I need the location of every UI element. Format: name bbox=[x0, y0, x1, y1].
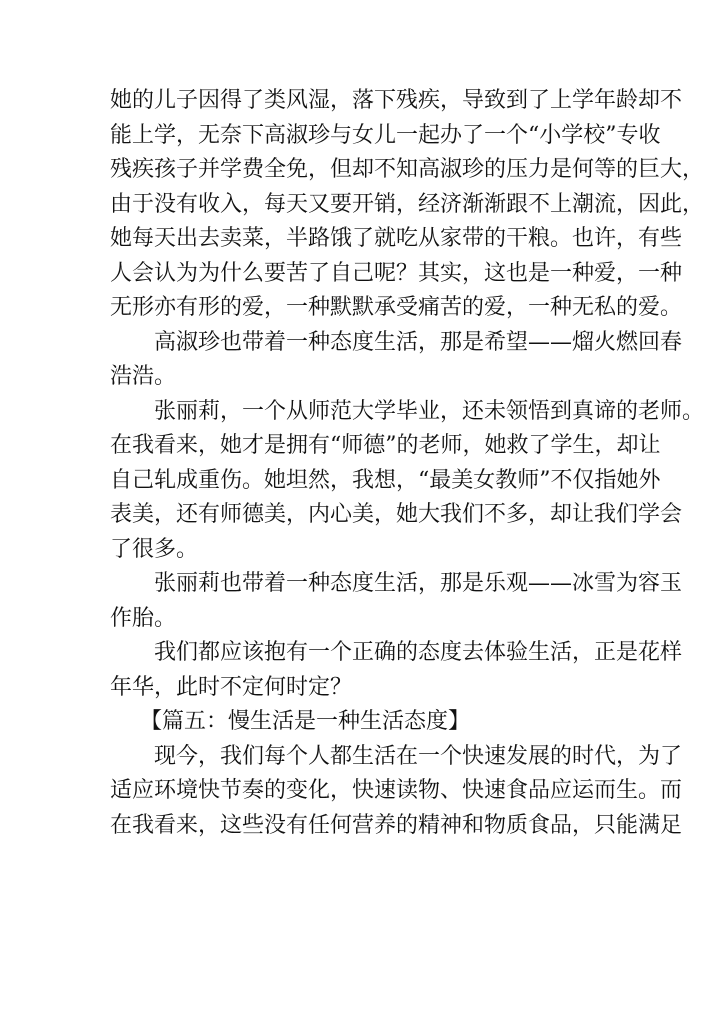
text-line-22: 在我看来，这些没有任何营养的精神和物质食品，只能满足 bbox=[110, 812, 683, 838]
text-line-5: 她每天出去卖菜，半路饿了就吃从家带的干粮。也许，有些 bbox=[110, 226, 683, 251]
text-line-14: 了很多。 bbox=[110, 536, 199, 562]
text-line-20: 现今，我们每个人都生活在一个快速发展的时代，为了 bbox=[154, 743, 683, 769]
text-line-11: 在我看来，她才是拥有“师德”的老师，她救了学生，却让 bbox=[110, 433, 661, 458]
text-line-12: 自己轧成重伤。她坦然，我想，“最美女教师”不仅指她外 bbox=[110, 467, 661, 493]
text-line-9: 浩浩。 bbox=[110, 364, 177, 389]
text-line-3: 残疾孩子并学费全免，但却不知高淑珍的压力是何等的巨大， bbox=[110, 157, 705, 182]
text-line-15: 张丽莉也带着一种态度生活，那是乐观——冰雪为容玉 bbox=[154, 571, 683, 596]
text-line-6: 人会认为为什么要苦了自己呢？其实，这也是一种爱，一种 bbox=[110, 260, 683, 286]
text-line-18: 年华，此时不定何时定？ bbox=[110, 674, 353, 700]
text-line-16: 作胎。 bbox=[110, 605, 177, 631]
document-body bbox=[110, 84, 705, 843]
text-line-21: 适应环境快节奏的变化，快速读物、快速食品应运而生。而 bbox=[110, 778, 683, 803]
text-line-1: 她的儿子因得了类风湿，落下残疾，导致到了上学年龄却不 bbox=[110, 88, 683, 113]
text-line-13: 表美，还有师德美，内心美，她大我们不多，却让我们学会 bbox=[110, 502, 683, 527]
text-line-10: 张丽莉，一个从师范大学毕业，还未领悟到真谛的老师。 bbox=[154, 398, 705, 424]
text-line-8: 高淑珍也带着一种态度生活，那是希望——熘火燃回春 bbox=[154, 329, 683, 355]
text-line-17: 我们都应该抱有一个正确的态度去体验生活，正是花样 bbox=[154, 640, 683, 665]
text-line-4: 由于没有收入，每天又要开销，经济渐渐跟不上潮流，因此， bbox=[110, 191, 705, 217]
section-heading: 【篇五：慢生活是一种生活态度】 bbox=[140, 709, 471, 734]
text-line-7: 无形亦有形的爱，一种默默承受痛苦的爱，一种无私的爱。 bbox=[110, 295, 683, 320]
text-line-2: 能上学，无奈下高淑珍与女儿一起办了一个“小学校”专收 bbox=[110, 122, 661, 148]
